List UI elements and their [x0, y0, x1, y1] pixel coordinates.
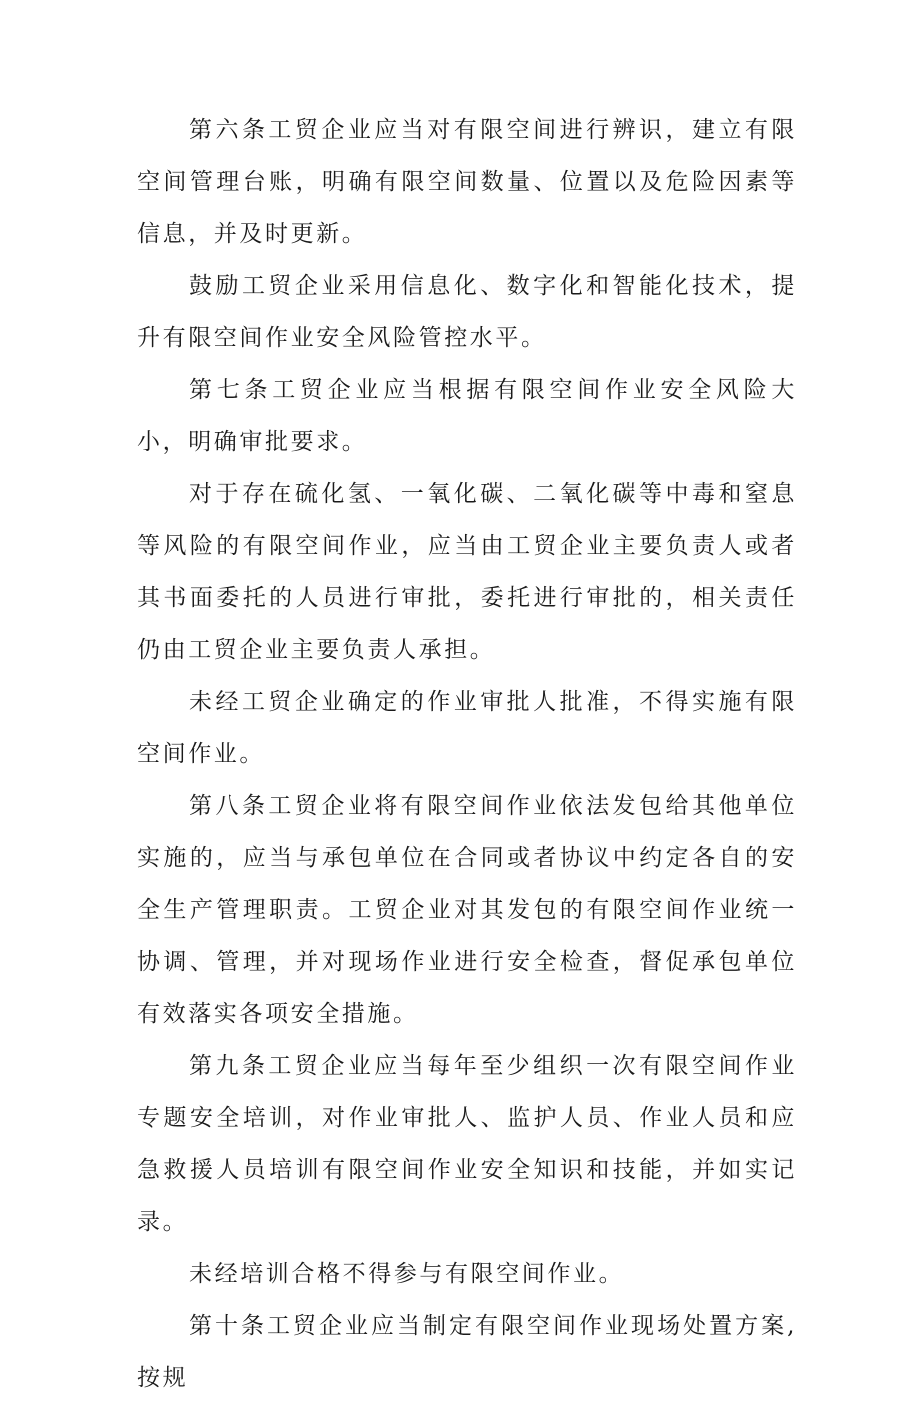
document-body — [137, 104, 797, 1404]
paragraph-article-10: 第十条工贸企业应当制定有限空间作业现场处置方案,按规 — [137, 1313, 797, 1391]
paragraph-toxic-risk-approval: 对于存在硫化氢、一氧化碳、二氧化碳等中毒和窒息等风险的有限空间作业，应当由工贸企业主要负责人或者其书面委托的人员进行审批，委托进行审批的，相关责任仍由工贸企业主要负责人承担。 — [137, 481, 797, 663]
paragraph-digitalization: 鼓励工贸企业采用信息化、数字化和智能化技术，提升有限空间作业安全风险管控水平。 — [137, 273, 797, 351]
paragraph-article-7: 第七条工贸企业应当根据有限空间作业安全风险大小，明确审批要求。 — [137, 377, 797, 455]
paragraph-article-6: 第六条工贸企业应当对有限空间进行辨识，建立有限空间管理台账，明确有限空间数量、位置以及危险因素等信息，并及时更新。 — [137, 117, 797, 247]
paragraph-training-required: 未经培训合格不得参与有限空间作业。 — [189, 1261, 625, 1287]
paragraph-article-9: 第九条工贸企业应当每年至少组织一次有限空间作业专题安全培训，对作业审批人、监护人员、作业人员和应急救援人员培训有限空间作业安全知识和技能，并如实记录。 — [137, 1053, 797, 1235]
paragraph-approval-required: 未经工贸企业确定的作业审批人批准，不得实施有限空间作业。 — [137, 689, 797, 767]
paragraph-article-8: 第八条工贸企业将有限空间作业依法发包给其他单位实施的，应当与承包单位在合同或者协议中约定各自的安全生产管理职责。工贸企业对其发包的有限空间作业统一协调、管理，并对现场作业进行安全检查，督促承包单位有效落实各项安全措施。 — [137, 793, 797, 1027]
